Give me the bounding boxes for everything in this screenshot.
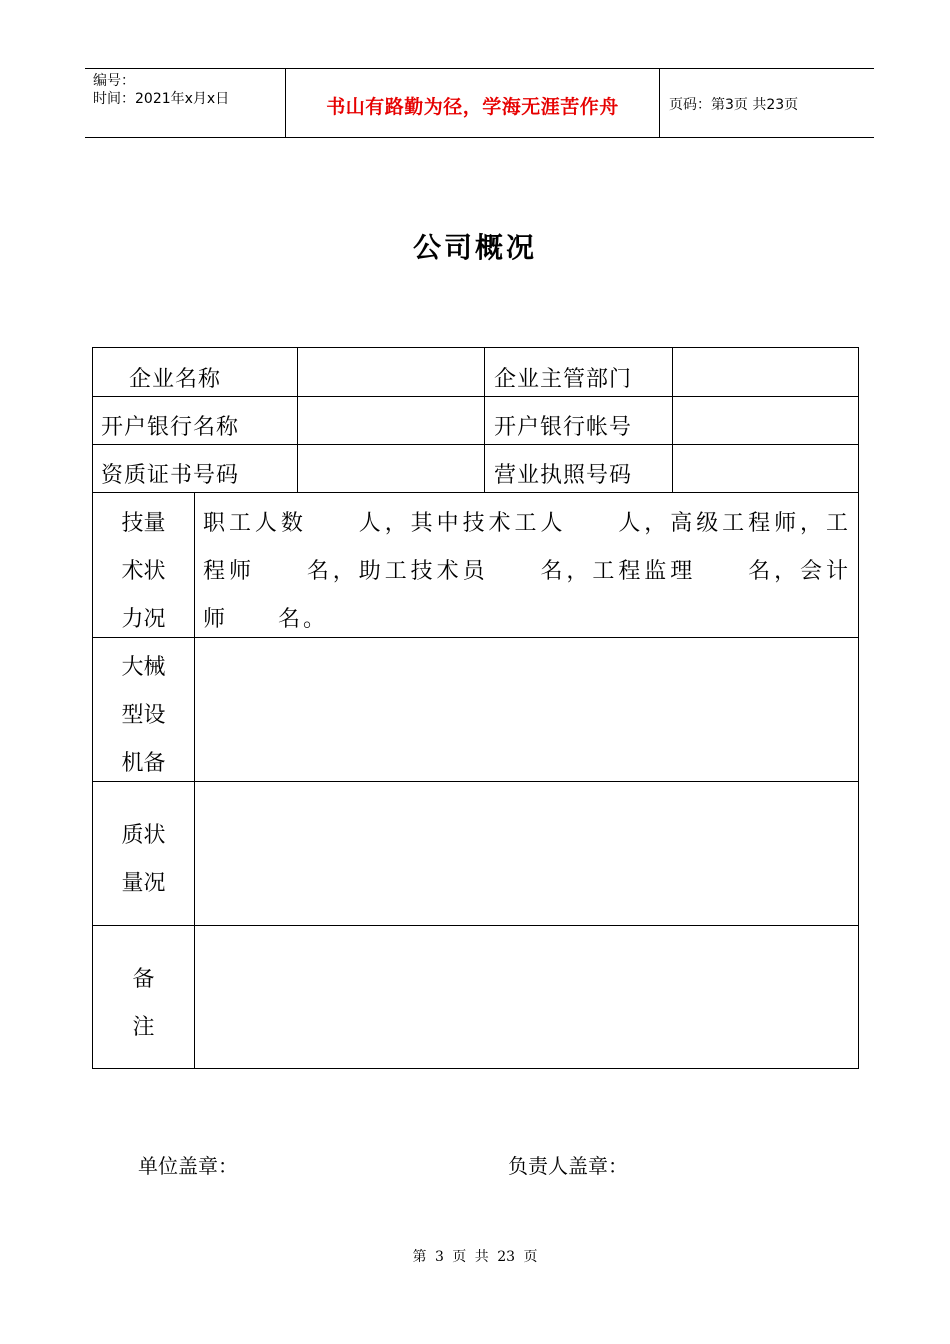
table-row [93,637,858,638]
unit-seal-label: 单位盖章： [138,1154,238,1178]
supervisor-dept-label: 企业主管部门 [494,367,633,392]
tech-force-text: 职工人数 人，其中技术工人 人，高级工程师，工程师 名，助工技术员 名，工程监理 名，会计师 名。 [203,511,851,632]
page-header [85,68,874,138]
table-row [93,925,858,926]
company-overview-table [92,347,859,1069]
header-page-cell [659,69,874,137]
table-divider [672,348,673,492]
remarks-label: 备 注 [132,967,155,1040]
table-row [93,781,858,782]
enterprise-name-label: 企业名称 [129,367,222,392]
table-divider [484,348,485,492]
document-time: 时间：2021年x月x日 [93,91,230,107]
document-number: 编号： [93,73,135,89]
equipment-label: 大械 型设 机备 [121,655,166,776]
license-no-label: 营业执照号码 [494,463,633,488]
motto: 书山有路勤为径，学海无涯苦作舟 [326,96,619,118]
table-divider [194,492,195,1068]
bank-account-label: 开户银行帐号 [494,415,633,440]
quality-label: 质状 量况 [121,823,166,896]
table-row [93,492,858,493]
page-title: 公司概况 [412,231,537,264]
table-row [93,396,858,397]
person-seal-label: 负责人盖章： [508,1154,628,1178]
header-meta-cell [85,69,285,137]
page-footer: 第 3 页 共 23 页 [412,1249,538,1265]
bank-name-label: 开户银行名称 [101,415,240,440]
qualification-no-label: 资质证书号码 [101,463,240,488]
table-row [93,444,858,445]
page-info: 页码：第3页 共23页 [669,97,799,113]
header-motto-cell [285,69,660,137]
table-divider [297,348,298,492]
tech-force-label: 技量 术状 力况 [121,511,166,632]
